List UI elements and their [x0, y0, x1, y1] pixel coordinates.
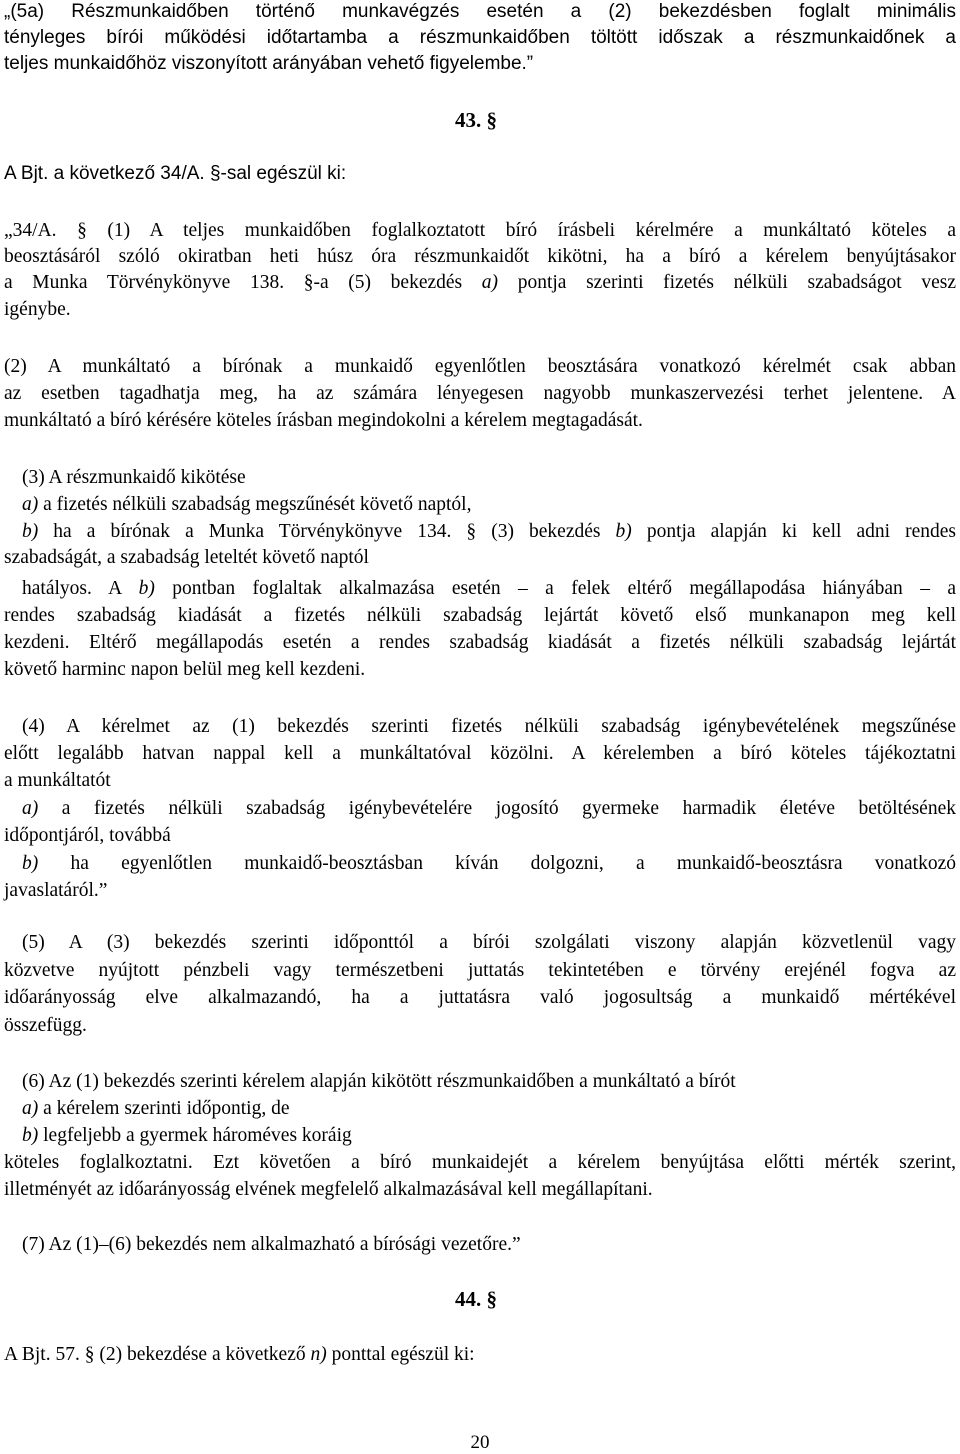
s34a-2-line-1: (2) A munkáltató a bírónak a munkaidő egyenlőtlen beosztására vonatkozó kérelmét csak abban	[4, 356, 956, 377]
s34a-3-line-5: kezdeni. Eltérő megállapodás esetén a rendes szabadság kiadását a fizetés nélküli szabadság lejártát	[4, 632, 956, 653]
s34a-4-point-a: a) a fizetés nélküli szabadság igénybevételére jogosító gyermeke harmadik életéve betöltésének	[22, 798, 956, 819]
s6-line-5: illetményét az időarányosság elvének megfelelő alkalmazásával kell megállapítani.	[4, 1179, 653, 1200]
s34a-3-line-4: rendes szabadság kiadását a fizetés nélküli szabadság lejártát követő első munkanapon meg kell	[4, 605, 956, 626]
para-5a-line-3: teljes munkaidőhöz viszonyított arányában vehető figyelembe.”	[4, 53, 534, 74]
s34a-3-point-b-line-2: szabadságát, a szabadság leteltét követő naptól	[4, 547, 369, 568]
para-5a-line-2: tényleges bírói működési időtartamba a részmunkaidőben töltött időszak a részmunkaidőnek a	[4, 27, 956, 48]
s6-point-b: b) legfeljebb a gyermek hároméves koráig	[22, 1125, 352, 1146]
s34a-2-line-3: munkáltató a bíró kérésére köteles írásban megindokolni a kérelem megtagadását.	[4, 410, 643, 431]
s34a-1-line-2: beosztásáról szóló okiratban heti húsz óra részmunkaidőt kikötni, ha a bíró a kérelem benyújtásakor	[4, 246, 956, 267]
s6-intro: (6) Az (1) bekezdés szerinti kérelem alapján kikötött részmunkaidőben a munkáltató a bírót	[22, 1071, 736, 1092]
s5-line-3: időarányosság elve alkalmazandó, ha a juttatásra való jogosultság a munkaidő mértékével	[4, 987, 956, 1008]
s5-line-4: összefügg.	[4, 1015, 87, 1036]
s34a-1-line-1: „34/A. § (1) A teljes munkaidőben foglalkoztatott bíró írásbeli kérelmére a munkáltató köteles a	[4, 220, 956, 241]
s34a-4-line-1: (4) A kérelmet az (1) bekezdés szerinti fizetés nélküli szabadság igénybevételének megszűnése	[22, 716, 956, 737]
s34a-4-point-a-line-2: időpontjáról, továbbá	[4, 825, 171, 846]
s6-point-a: a) a kérelem szerinti időpontig, de	[22, 1098, 290, 1119]
s34a-3-point-b: b) ha a bírónak a Munka Törvénykönyve 134. § (3) bekezdés b) pontja alapján ki kell adni rendes	[22, 521, 956, 542]
s34a-4-line-3: a munkáltatót	[4, 770, 111, 791]
s34a-3-point-a: a) a fizetés nélküli szabadság megszűnését követő naptól,	[22, 494, 472, 515]
section-43-intro: A Bjt. a következő 34/A. §-sal egészül ki:	[4, 163, 347, 184]
s34a-2-line-2: az esetben tagadhatja meg, ha az számára lényegesen nagyobb munkaszervezési terhet jelentene. A	[4, 383, 956, 404]
section-heading-44: 44. §	[455, 1287, 497, 1311]
para-5a-line-1: „(5a) Részmunkaidőben történő munkavégzés esetén a (2) bekezdésben foglalt minimális	[4, 1, 956, 22]
s34a-4-point-b: b) ha egyenlőtlen munkaidő-beosztásban kíván dolgozni, a munkaidő-beosztásra vonatkozó	[22, 853, 956, 874]
s34a-3-line-3: hatályos. A b) pontban foglaltak alkalmazása esetén – a felek eltérő megállapodása hiányában – a	[22, 578, 957, 599]
s7-line: (7) Az (1)–(6) bekezdés nem alkalmazható a bírósági vezetőre.”	[22, 1234, 521, 1255]
s6-line-4: köteles foglalkoztatni. Ezt követően a bíró munkaidejét a kérelem benyújtása előtti mérték szerint,	[4, 1152, 956, 1173]
page-number: 20	[470, 1432, 490, 1453]
s5-line-1: (5) A (3) bekezdés szerinti időponttól a bírói szolgálati viszony alapján közvetlenül vagy	[22, 932, 956, 953]
s34a-3-intro: (3) A részmunkaidő kikötése	[22, 467, 246, 488]
s34a-1-line-3: a Munka Törvénykönyve 138. §-a (5) bekezdés a) pontja szerinti fizetés nélküli szabadságot vesz	[4, 272, 956, 293]
s34a-4-line-2: előtt legalább hatvan nappal kell a munkáltatóval közölni. A kérelemben a bíró köteles tájékoztatni	[4, 743, 956, 764]
s5-line-2: közvetve nyújtott pénzbeli vagy természetbeni juttatás tekintetében e törvény erejénél fogva az	[4, 960, 956, 981]
s34a-1-line-4: igénybe.	[4, 299, 71, 320]
section-44-intro: A Bjt. 57. § (2) bekezdése a következő n) ponttal egészül ki:	[4, 1344, 475, 1365]
s34a-3-line-6: követő harminc napon belül meg kell kezdeni.	[4, 659, 366, 680]
section-heading-43: 43. §	[455, 108, 497, 132]
s34a-4-point-b-line-2: javaslatáról.”	[4, 880, 108, 901]
